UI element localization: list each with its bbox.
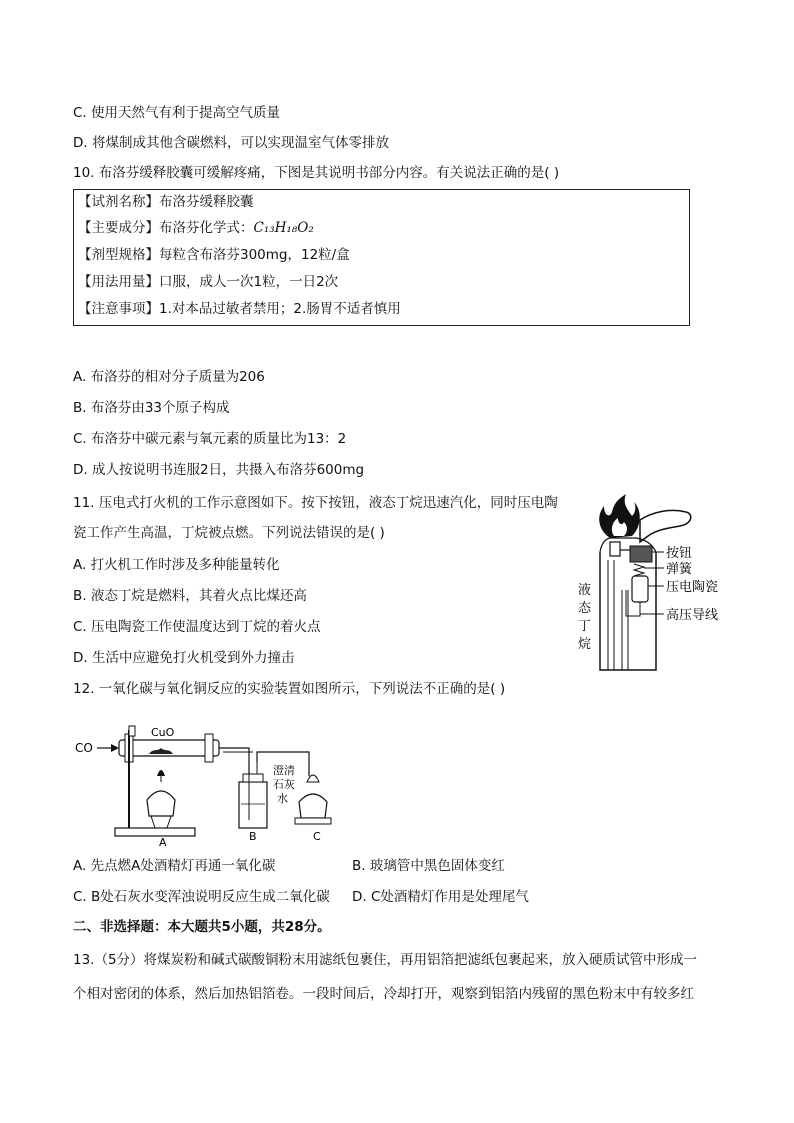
label-piezo-ceramic: 压电陶瓷 [666,580,719,595]
arrow-icon [111,744,119,752]
label-limewater-1: 澄清 [273,764,295,777]
label-butane-char-2: 态 [578,601,592,616]
question-11-stem-1: 11. 压电式打火机的工作示意图如下。按下按钮，液态丁烷迅速汽化，同时压电陶 [73,495,558,511]
q11-option-d: D. 生活中应避免打火机受到外力撞击 [73,650,295,666]
question-11-stem-2: 瓷工作产生高温，丁烷被点燃。下列说法错误的是( ) [73,525,385,541]
lighter-diagram [570,490,730,676]
label-butane-char-1: 液 [578,583,592,598]
label-row-ingredient [78,219,314,237]
spring-part [634,564,644,576]
label-button: 按钮 [666,546,693,561]
question-13-line-1: 13.（5分）将煤炭粉和碱式碳酸铜粉末用滤纸包裹住，再用铝箔把滤纸包裹起来，放入硬质试管中形成一 [73,952,698,968]
label-co: CO [75,741,93,755]
q10-option-d: D. 成人按说明书连服2日，共摄入布洛芬600mg [73,462,365,478]
label-b: B [249,830,257,843]
label-row-name: 【试剂名称】布洛芬缓释胶囊 [78,194,254,210]
q10-option-c: C. 布洛芬中碳元素与氧元素的质量比为13：2 [73,431,347,447]
drug-label-box [73,189,690,326]
label-butane-char-3: 丁 [578,619,592,634]
label-ingredient-prefix: 【主要成分】布洛芬化学式： [78,220,254,236]
label-limewater-2: 石灰 [273,778,295,791]
q12-option-d: D. C处酒精灯作用是处理尾气 [352,889,529,905]
question-12-stem: 12. 一氧化碳与氧化铜反应的实验装置如图所示，下列说法不正确的是( ) [73,681,506,697]
q12-option-a: A. 先点燃A处酒精灯再通一氧化碳 [73,858,276,874]
section-2-heading: 二、非选择题：本大题共5小题，共28分。 [73,919,331,935]
label-a: A [159,836,167,848]
question-10-stem: 10. 布洛芬缓释胶囊可缓解疼痛，下图是其说明书部分内容。有关说法正确的是( ) [73,165,560,181]
q11-option-c: C. 压电陶瓷工作使温度达到丁烷的着火点 [73,619,321,635]
label-row-notes: 【注意事项】1.对本品过敏者禁用；2.肠胃不适者慎用 [78,301,401,317]
label-limewater-3: 水 [277,792,288,805]
button-part [630,546,652,562]
q9-option-c: C. 使用天然气有利于提高空气质量 [73,105,281,121]
q12-option-c: C. B处石灰水变浑浊说明反应生成二氧化碳 [73,889,330,905]
co-apparatus-diagram [73,712,363,848]
q9-option-d: D. 将煤制成其他含碳燃料，可以实现温室气体零排放 [73,135,389,151]
question-13-line-2: 个相对密闭的体系，然后加热铝箔卷。一段时间后，冷却打开，观察到铝箔内残留的黑色粉末中有较多红 [73,986,694,1002]
label-spring: 弹簧 [666,562,693,577]
label-row-usage: 【用法用量】口服，成人一次1粒，一日2次 [78,274,339,290]
q10-option-b: B. 布洛芬由33个原子构成 [73,400,230,416]
chemical-formula: C₁₃H₁₈O₂ [253,220,314,236]
thumb-icon [640,510,691,542]
label-row-spec: 【剂型规格】每粒含布洛芬300mg，12粒/盒 [78,247,350,263]
label-cuo: CuO [151,726,175,739]
label-high-voltage-wire: 高压导线 [666,608,719,623]
piezo-ceramic-part [632,576,648,602]
q12-option-b: B. 玻璃管中黑色固体变红 [352,858,505,874]
q10-option-a: A. 布洛芬的相对分子质量为206 [73,369,265,385]
q11-option-a: A. 打火机工作时涉及多种能量转化 [73,557,280,573]
label-c: C [313,830,321,843]
q11-option-b: B. 液态丁烷是燃料，其着火点比煤还高 [73,588,307,604]
label-butane-char-4: 烷 [578,637,592,652]
